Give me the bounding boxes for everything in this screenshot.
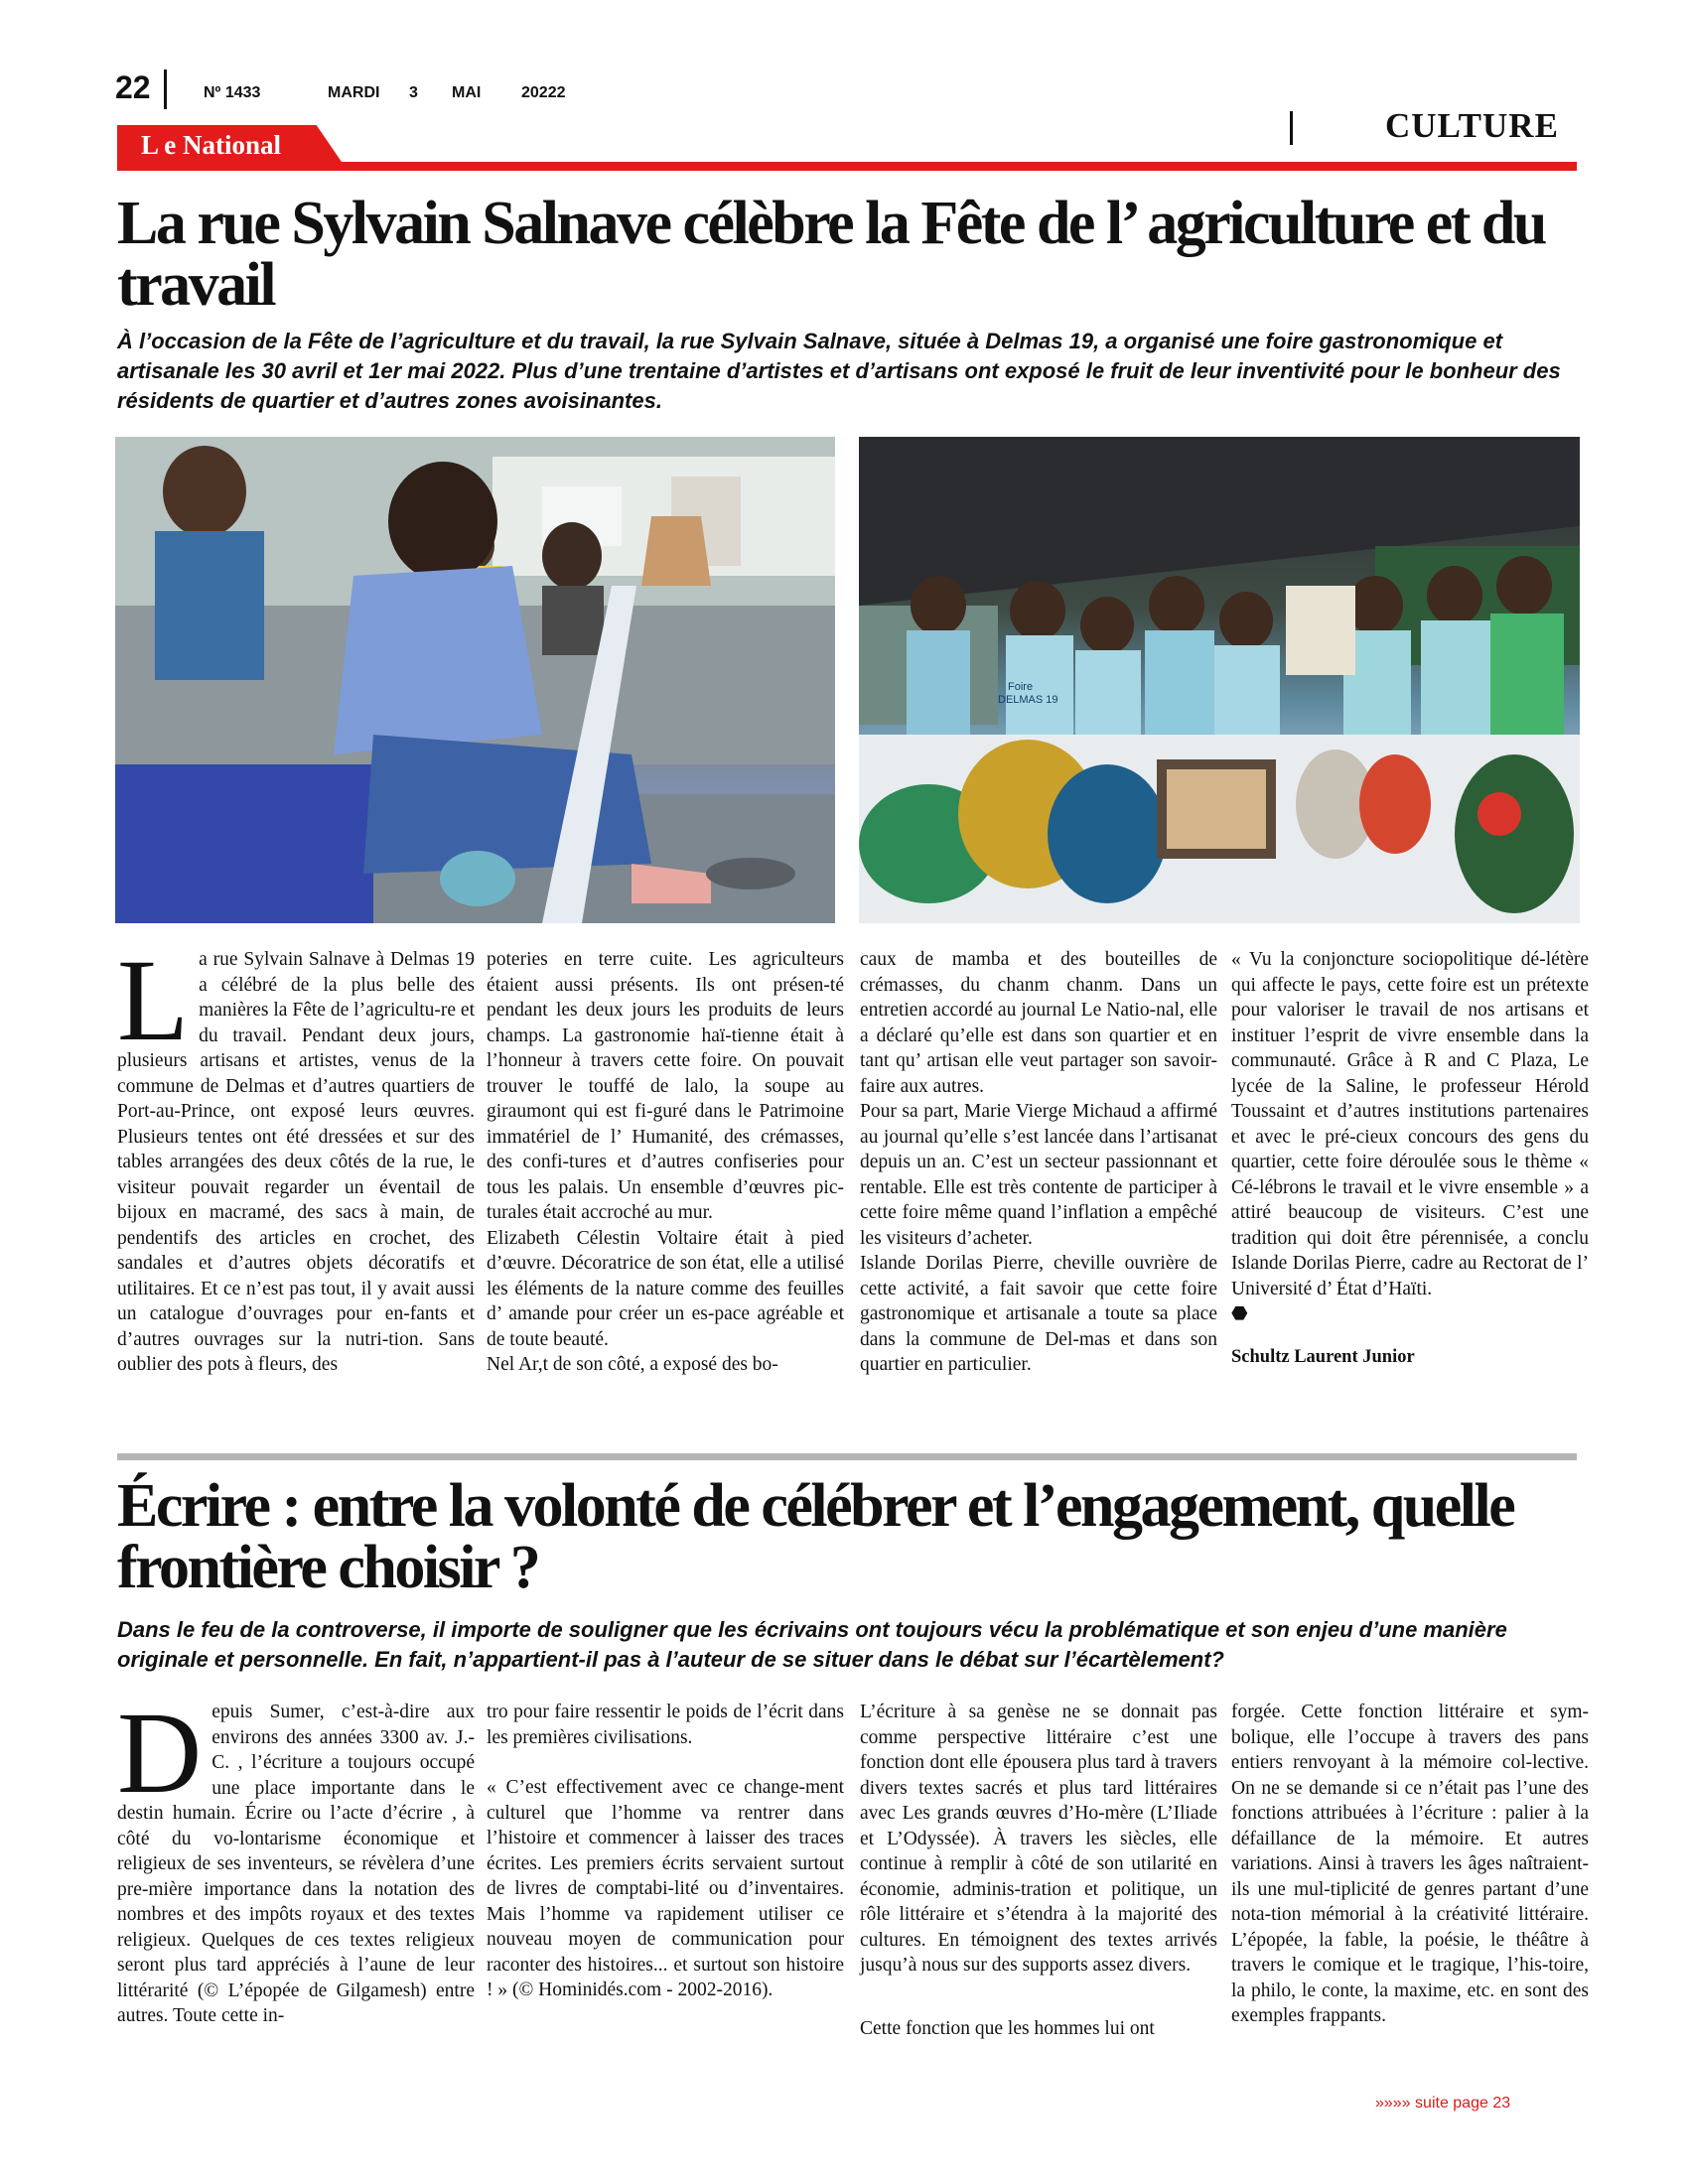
article2-col4-paragraph-1: forgée. Cette fonction littéraire et sym-bolique, elle l’occupe à travers des pans entiers renvoyant à la mémoire col-lective. On ne se demande si ce n’était pas l’une des fonctions attribuées à l’écriture : palier à la défaillance de la mémoire. Et autres variations. Ainsi à travers les âges naîtraient- ils une mul-tiplicité de genres partant d’une nota-tion mémorial à la créativité littéraire. L’épopée, la fable, la poésie, le théâtre à travers le comique et le tragique, l’his-toire, la philo, le conte, la maxime, etc. en sont des exemples frappants.	[1231, 1702, 1589, 2026]
article1-col2-paragraph-3: Nel Ar,t de son côté, a exposé des bo-	[487, 1354, 778, 1375]
issue-date-day: 3	[409, 84, 418, 101]
continuation-link[interactable]: »»»» suite page 23	[1375, 2095, 1511, 2112]
header-divider	[164, 69, 167, 109]
photo-shirt-text-delmas: DELMAS 19	[998, 694, 1058, 706]
section-divider	[1290, 111, 1293, 145]
article1-dropcap: L	[117, 935, 190, 1065]
article2-col2-paragraph-1: tro pour faire ressentir le poids de l’écrit dans les premières civilisations.	[487, 1702, 844, 1748]
article1-deck: À l’occasion de la Fête de l’agriculture et du travail, la rue Sylvain Salnave, située à Delmas 19, a organisé une foire gastronomique et artisanale les 30 avril et 1er mai 2022. Plus d’une trentaine d’artistes et d’artisans ont exposé le fruit de leur inventivité pour le bonheur des résidents de quartier et d’autres zones avoisinantes.	[117, 329, 1561, 413]
brand-name: L e National	[141, 130, 282, 160]
article2-col3-paragraph-1: L’écriture à sa genèse ne se donnait pas comme perspective littéraire c’est une fonction dont elle épousera plus tard à travers divers textes sacrés et plus tard littéraires avec Les grands œuvres d’Ho-mère (L’Iliade et L’Odyssée). À travers les siècles, elle continue à remplir à côté de son utilarité en économie, adminis-tration et politique, un rôle littéraire et s’étendra à la majorité des cultures. En témoignent des textes arrivés jusqu’à nous sur des supports assez divers.	[860, 1702, 1217, 1976]
article2-column-3	[860, 1700, 1217, 2041]
article2-column-4	[1231, 1700, 1589, 2029]
article1-col4-paragraph-1: « Vu la conjoncture sociopolitique dé-létère qui affecte le pays, cette foire est un prétexte pour valoriser le travail de nos artisans et instituer l’esprit de vivre ensemble dans la communauté. Grâce à R and C Plaza, Le lycée de la Saline, le professeur Hérold Toussaint et d’autres institutions partenaires et avec le pré-cieux concours des gens du quartier, cette foire déroulée sous le thème « Cé-lébrons le travail et le vivre ensemble » a attiré beaucoup de visiteurs. C’est une tradition qui doit être pérennisée, a conclu Islande Dorilas Pierre, cadre au Rectorat de l’ Université d’ État d’Haïti.	[1231, 949, 1589, 1299]
article1-col3-paragraph-1: caux de mamba et des bouteilles de crémasses, du chanm chanm. Dans un entretien accordé au journal Le Natio-nal, elle a déclaré qu’elle est dans son quartier et en tant qu’ artisan elle veut partager son savoir-faire aux autres.	[860, 949, 1217, 1097]
article1-col3-paragraph-2: Pour sa part, Marie Vierge Michaud a affirmé au journal qu’elle s’est lancée dans l’artisanat depuis un an. C’est un secteur passionnant et rentable. Elle est très contente de participer à cette foire même quand l’inflation a empêché les visiteurs d’acheter.	[860, 1101, 1217, 1249]
article1-photo-artisan	[115, 437, 835, 923]
article2-column-1	[117, 1688, 475, 2029]
photo-group-illustration	[859, 437, 1580, 923]
article1-photo-artisans-group	[859, 437, 1580, 923]
article-end-icon: ⬣	[1231, 1303, 1248, 1324]
article2-column-2	[487, 1700, 844, 2003]
article1-headline: La rue Sylvain Salnave célèbre la Fête de l’ agriculture et du travail	[117, 190, 1545, 319]
issue-month: MAI	[452, 84, 482, 101]
article1-column-4	[1231, 947, 1589, 1370]
article1-col3-paragraph-3: Islande Dorilas Pierre, cheville ouvrière de cette activité, a fait savoir que cette foire gastronomique et artisanale a toute sa place dans la commune de Del-mas et dans son quartier en particulier.	[860, 1253, 1217, 1375]
section-title: CULTURE	[1385, 106, 1559, 145]
article1-column-3	[860, 947, 1217, 1378]
article2-col3-paragraph-2: Cette fonction que les hommes lui ont	[860, 2017, 1155, 2039]
article1-col2-paragraph-2: Elizabeth Célestin Voltaire était à pied d’œuvre. Décoratrice de son état, elle a utilisé les éléments de la nature comme des feuilles d’ amande pour créer un es-pace agréable et de toute beauté.	[487, 1227, 844, 1350]
article-separator	[117, 1453, 1577, 1460]
photo-artisan-illustration	[115, 437, 835, 923]
article2-deck: Dans le feu de la controverse, il importe de souligner que les écrivains ont toujours vécu la problématique et son enjeu d’une manière originale et personnelle. En fait, n’appartient-il pas à l’auteur de se situer dans le débat sur l’écartèlement?	[117, 1617, 1507, 1672]
photo-shirt-text-foire: Foire	[1008, 681, 1034, 693]
article2-col2-paragraph-2: « C’est effectivement avec ce change-ment culturel que l’homme va rentrer dans l’histoire et commencer à laisser des traces écrites. Les premiers écrits servaient surtout de livres de comptabi-lité ou d’inventaires. Mais l’homme va rapidement utiliser ce nouveau moyen de communication pour raconter des histoires... et surtout son histoire ! » (© Hominidés.com - 2002-2016).	[487, 1777, 844, 2000]
article1-byline: Schultz Laurent Junior	[1231, 1346, 1415, 1367]
issue-day: MARDI	[328, 84, 380, 101]
article2-col1-text: epuis Sumer, c’est-à-dire aux environs des années 3300 av. J.-C. , l’écriture a toujours occupé une place importante dans le destin humain. Écrire ou l’acte d’écrire , à côté du vo-lontarisme économique et religieux de ses inventeurs, se révèlera d’une pre-mière importance dans la notation des nombres et des impôts royaux et des textes religieux. Quelques de ces textes religieux seront plus tard appréciés à l’aune de leur littérarité (© L’épopée de Gilgamesh) entre autres. Toute cette in-	[117, 1702, 475, 2026]
article1-col1-text: a rue Sylvain Salnave à Delmas 19 a célébré de la plus belle des manières la Fête de l’agricultu-re et du travail. Pendant deux jours, plusieurs artisans et artistes, venus de la commune de Delmas et d’autres quartiers de Port-au-Prince, ont exposé leurs œuvres. Plusieurs tentes ont été dressées et sur des tables arrangées des deux côtés de la rue, le visiteur pouvait regarder un éventail de bijoux en macramé, des sacs à main, de pendentifs des articles en crochet, des sandales et d’autres objets décoratifs et utilitaires. Et ce n’est pas tout, il y avait aussi un catalogue d’ouvrages pour en-fants et d’autres ouvrages sur la nutri-tion. Sans oublier des pots à fleurs, des	[117, 949, 475, 1375]
article2-dropcap: D	[117, 1688, 203, 1818]
issue-year: 20222	[521, 84, 566, 101]
article1-column-2	[487, 947, 844, 1378]
article2-headline: Écrire : entre la volonté de célébrer et l’engagement, quelle frontière choisir ?	[117, 1472, 1514, 1601]
page-number: 22	[115, 69, 151, 105]
issue-number: Nº 1433	[204, 84, 261, 101]
article1-column-1	[117, 935, 475, 1378]
article1-col2-paragraph-1: poteries en terre cuite. Les agriculteurs étaient aussi présents. Ils ont présen-té pendant les deux jours les produits de leurs champs. La gastronomie haï-tienne était à l’honneur à travers cette foire. On pouvait trouver le touffé de lalo, la soupe au giraumont qui est fi-guré dans le Patrimoine immatériel de l’ Humanité, des crémasses, des confi-tures et d’autres confiseries pour tous les palais. Un ensemble d’œuvres pic-turales était accroché au mur.	[487, 949, 844, 1223]
